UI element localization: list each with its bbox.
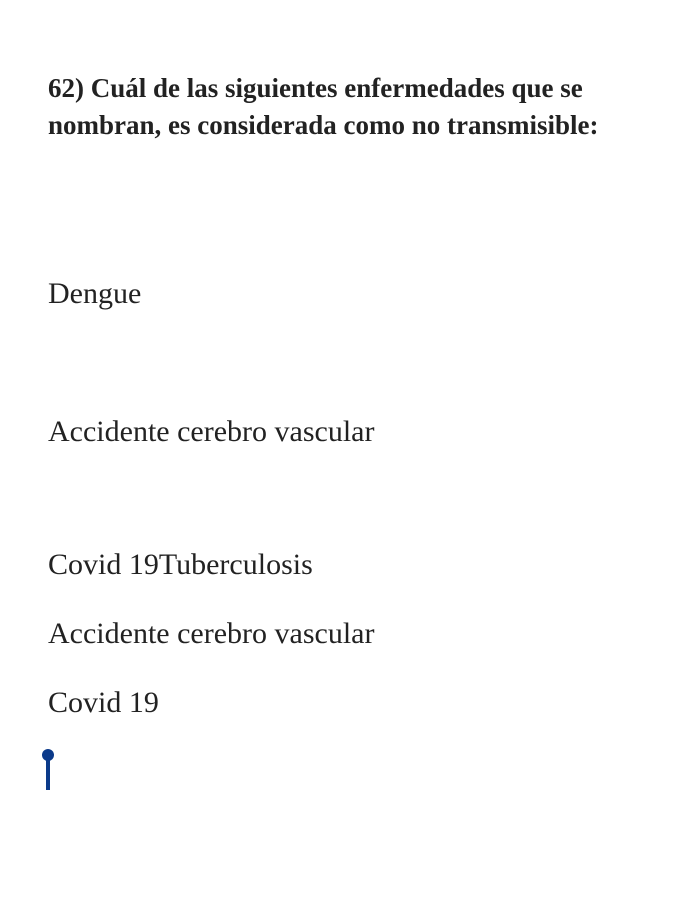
option-accidente-cerebro-vascular[interactable]: Accidente cerebro vascular (48, 415, 375, 448)
question-text: 62) Cuál de las siguientes enfermedades que se nombran, es considerada como no transmisible: (48, 73, 599, 140)
option-accidente-cerebro-vascular-repeat[interactable]: Accidente cerebro vascular (48, 617, 375, 650)
option-covid-tuberculosis[interactable]: Covid 19Tuberculosis (48, 548, 313, 581)
option-covid-19[interactable]: Covid 19 (48, 686, 159, 719)
option-dengue[interactable]: Dengue (48, 277, 142, 310)
text-selection-handle-icon[interactable] (41, 749, 55, 791)
selection-handle-stem (46, 757, 50, 790)
